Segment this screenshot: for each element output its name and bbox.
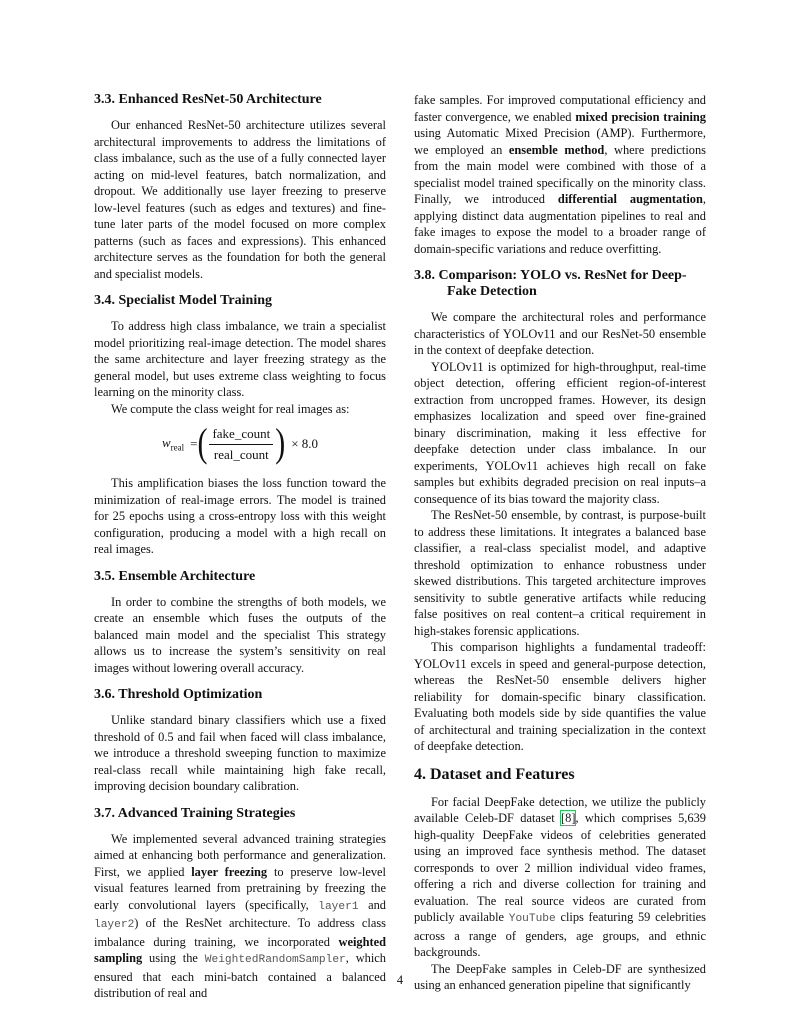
equation-equals: = — [190, 436, 198, 451]
code-term: WeightedRandomSampler — [204, 954, 346, 966]
equation-fraction — [209, 426, 273, 463]
left-paren: ( — [197, 421, 208, 466]
paragraph — [414, 794, 706, 961]
paragraph: To address high class imbalance, we train a specialist model prioritizing real-image detection. The model shares the same architecture and layer freezing strategy as the general model, but uses extreme class weighting to focus learning on the minority class. — [94, 319, 386, 399]
text-run: ) of the ResNet architecture. To address class imbalance during training, we incorporated — [94, 916, 386, 949]
paragraph: We compare the architectural roles and performance characteristics of YOLOv11 and our ResNet-50 ensemble in the context of deepfake detection. — [414, 310, 706, 357]
bold-term: weighted sampling — [94, 934, 386, 965]
paragraph: This amplification biases the loss function toward the minimization of real-image errors. The model is trained for 25 epochs using a cross-entropy loss with this weight configuration, producing a model with a high recall on real images. — [94, 476, 386, 556]
text-run: clips featuring 59 celebrities across a range of genders, age groups, and ethnic backgrounds. — [414, 910, 706, 959]
text-run: using Automatic Mixed Precision (AMP). Furthermore, we employed an — [414, 126, 706, 157]
page-number: 4 — [396, 973, 404, 987]
section-3-7-continued — [414, 92, 706, 257]
section-heading: 3.8. Comparison: YOLO vs. ResNet for Deep-Fake Detection — [414, 268, 687, 299]
right-column — [414, 92, 706, 1005]
paragraph: Our enhanced ResNet-50 architecture utilizes several architectural improvements to address the limitations of class imbalance, such as the use of a fully connected layer acting on mid-level features, batch normalization, and dropout. We additionally use layer freezing to preserve low-level features (such as edges and textures) and fine-tune later parts of the model focused on more complex patterns (such as faces and expressions). This enhanced architecture serves as the foundation for both the general and specialist models. — [94, 118, 386, 281]
equation-subscript: real — [170, 442, 185, 453]
paragraph: The ResNet-50 ensemble, by contrast, is purpose-built to address these limitations. It integrates a balanced base classifier, a real-class specialist model, and adaptive threshold optimization to enhance robustness under skewed distributions. This targeted architecture improves sensitivity to subtle generative artifacts while reducing false positives on real content–a critical requirement in high-stakes forensic applications. — [414, 508, 706, 638]
right-paren: ) — [275, 421, 286, 466]
section-heading: 3.7. Advanced Training Strategies — [94, 805, 296, 821]
section-3-3 — [94, 92, 386, 282]
text-run: to preserve low-level visual features learned from pretraining by freezing the early convolutional layers (specifically, — [94, 864, 386, 912]
text-run: using the — [142, 951, 205, 965]
equation-factor: × 8.0 — [291, 436, 319, 451]
text-run: , which ensured that each mini-batch contained a balanced distribution of real and — [94, 951, 386, 1000]
bold-term: layer freezing — [191, 864, 268, 879]
text-run: , applying distinct data augmentation pipelines to real and fake images to expose the model to a broader range of domain-specific variations and reduce overfitting. — [414, 192, 706, 256]
text-run: and — [358, 897, 386, 912]
class-weight-equation — [94, 421, 386, 467]
section-heading: 3.4. Specialist Model Training — [94, 293, 272, 308]
paragraph: In order to combine the strengths of both models, we create an ensemble which fuses the outputs of the balanced main model and the specialist This strategy allows us to increase the system’s sensitivity on real images without lowering overall accuracy. — [94, 594, 386, 675]
section-4 — [414, 766, 706, 994]
code-term: layer1 — [318, 900, 359, 913]
paragraph: This comparison highlights a fundamental tradeoff: YOLOv11 excels in speed and general-purpose detection, whereas the ResNet-50 ensemble delivers higher reliability for domain-specific binary classification. Evaluating both models side by side quantifies the value of architectural and training specialization in the context of deepfake detection. — [414, 640, 706, 753]
code-term: layer2 — [94, 919, 135, 931]
paragraph: The DeepFake samples in Celeb-DF are synthesized using an enhanced generation pipeline that significantly — [414, 961, 706, 992]
text-run: , which comprises 5,639 high-quality DeepFake videos of celebrities generated using an improved face synthesis method. The dataset corresponds to over 2 million individual video frames, offering a rich and diverse collection for training and evaluation. The real source videos are curated from publicly available — [414, 811, 706, 924]
bold-term: mixed precision training — [575, 109, 706, 124]
text-run: , where predictions from the main model were combined with those of a specialist model trained specifically on the minority class. Finally, we introduced — [414, 142, 706, 206]
left-column — [94, 92, 386, 1013]
equation-lhs — [162, 435, 184, 453]
fraction-numerator: fake_count — [209, 426, 273, 445]
text-run: For facial DeepFake detection, we utilize the publicly available Celeb-DF dataset — [414, 794, 706, 825]
fraction-denominator: real_count — [213, 446, 269, 462]
paragraph: We compute the class weight for real images as: — [111, 401, 350, 416]
bold-term: differential augmentation — [557, 192, 703, 206]
text-run: We implemented several advanced training strategies aimed at enhancing both performance and generalization. First, we applied — [94, 831, 386, 879]
section-3-5 — [94, 569, 386, 677]
paragraph: YOLOv11 is optimized for high-throughput, real-time object detection, offering efficient region-of-interest extraction from uncropped frames. However, its design emphasizes localization and speed over fine-grained binary discrimination, making it less effective for deepfake detection under class imbalance. In our experiments, YOLOv11 achieves high recall on fake samples but exhibits degraded precision on real inputs–a consequence of its bias toward the majority class. — [414, 359, 706, 506]
section-heading: 3.3. Enhanced ResNet-50 Architecture — [94, 92, 322, 107]
paragraph: Unlike standard binary classifiers which use a fixed threshold of 0.5 and fail when faced will class imbalance, we introduce a threshold sweeping function to maximize real-class recall while maintaining high fake recall, improving decision boundary calibration. — [94, 713, 386, 793]
code-term: YouTube — [508, 913, 556, 925]
section-heading: 4. Dataset and Features — [414, 765, 575, 783]
section-3-4 — [94, 293, 386, 558]
section-3-8 — [414, 268, 706, 755]
section-heading: 3.6. Threshold Optimization — [94, 687, 263, 702]
section-3-6 — [94, 687, 386, 795]
equation-variable: w — [161, 435, 171, 451]
bold-term: ensemble method — [508, 142, 605, 157]
paragraph — [414, 92, 706, 257]
text-run: fake samples. For improved computational efficiency and faster convergence, we enabled — [414, 93, 706, 124]
citation-link[interactable]: [8] — [561, 811, 576, 825]
section-heading: 3.5. Ensemble Architecture — [94, 568, 256, 584]
